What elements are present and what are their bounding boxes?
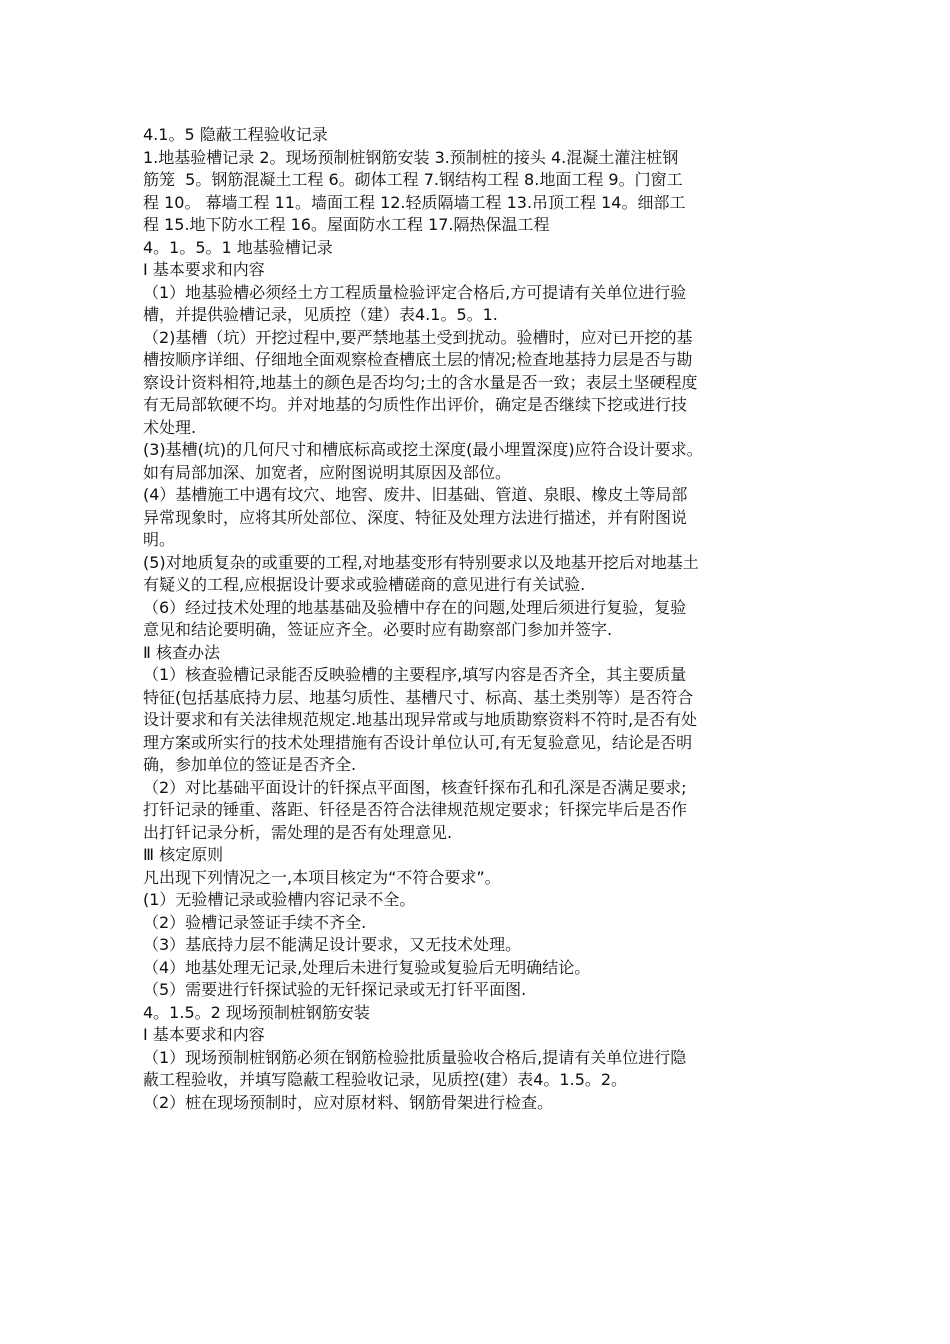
paragraph-line: 设计要求和有关法律规范规定.地基出现异常或与地质勘察资料不符时,是否有处 [143,710,698,729]
paragraph-line: 特征(包括基底持力层、地基匀质性、基槽尺寸、标高、基土类别等）是否符合 [143,687,694,707]
list-item: （4）地基处理无记录,处理后未进行复验或复验后无明确结论。 [143,957,591,977]
section-heading-4-1-5-2: 4。1.5。2 现场预制桩钢筋安装 [143,1002,370,1022]
list-item: （3）基底持力层不能满足设计要求，又无技术处理。 [143,935,522,954]
paragraph-line: 有无局部软硬不均。并对地基的匀质性作出评价，确定是否继续下挖或进行技 [143,395,688,414]
paragraph-line: 如有局部加深、加宽者，应附图说明其原因及部位。 [143,462,512,482]
paragraph-line: （2)基槽（坑）开挖过程中,要严禁地基土受到扰动。验槽时，应对已开挖的基 [143,327,693,347]
section-heading-4-1-5-1: 4。1。5。1 地基验槽记录 [143,237,333,257]
paragraph-line: （1）现场预制桩钢筋必须在钢筋检验批质量验收合格后,提请有关单位进行隐 [143,1047,687,1067]
list-item: （2）验槽记录签证手续不齐全. [143,912,367,932]
paragraph-line: (4）基槽施工中遇有坟穴、地窖、废井、旧基础、管道、泉眼、橡皮土等局部 [143,485,688,504]
paragraph-line: 理方案或所实行的技术处理措施有否设计单位认可,有无复验意见，结论是否明 [143,732,693,752]
paragraph-line: 察设计资料相符,地基土的颜色是否均匀;土的含水量是否一致；表层土坚硬程度 [143,372,698,392]
paragraph-line: (3)基槽(坑)的几何尺寸和槽底标高或挖土深度(最小埋置深度)应符合设计要求。 [143,440,703,459]
paragraph-line: 意见和结论要明确，签证应齐全。必要时应有勘察部门参加并签字. [143,620,613,639]
paragraph-line: 打钎记录的锤重、落距、钎径是否符合法律规范规定要求；钎探完毕后是否作 [143,800,688,819]
item-list-line-1: 1.地基验槽记录 2。现场预制桩钢筋安装 3.预制桩的接头 4.混凝土灌注桩钢 [143,147,679,167]
subheading-inspection-method: Ⅱ 核查办法 [143,642,220,662]
paragraph-line: 术处理. [143,417,197,437]
item-list-line-4: 程 15.地下防水工程 16。屋面防水工程 17.隔热保温工程 [143,215,550,234]
paragraph-line: 异常现象时，应将其所处部位、深度、特征及处理方法进行描述，并有附图说 [143,507,688,527]
paragraph-line: （2）桩在现场预制时，应对原材料、钢筋骨架进行检查。 [143,1092,554,1112]
paragraph-line: 槽按顺序详细、仔细地全面观察检查槽底土层的情况;检查地基持力层是否与勘 [143,350,693,369]
paragraph-line: 凡出现下列情况之一,本项目核定为“不符合要求”。 [143,867,501,887]
item-list-line-2: 筋笼 5。钢筋混凝土工程 6。砌体工程 7.钢结构工程 8.地面工程 9。门窗工 [143,170,683,189]
paragraph-line: 蔽工程验收，并填写隐蔽工程验收记录，见质控(建）表4。1.5。2。 [143,1070,628,1089]
paragraph-line: 确，参加单位的签证是否齐全. [143,755,357,774]
subheading-basic-requirements: Ⅰ 基本要求和内容 [143,260,265,279]
document-page [143,124,808,1114]
list-item: (1）无验槽记录或验槽内容记录不全。 [143,890,416,909]
item-list-line-3: 程 10。 幕墙工程 11。墙面工程 12.轻质隔墙工程 13.吊顶工程 14。细部工 [143,192,686,212]
paragraph-line: 有疑义的工程,应根据设计要求或验槽磋商的意见进行有关试验. [143,575,586,594]
section-heading-4-1-5: 4.1。5 隐蔽工程验收记录 [143,125,328,144]
paragraph-line: （1）核查验槽记录能否反映验槽的主要程序,填写内容是否齐全，其主要质量 [143,665,687,684]
subheading-basic-requirements: Ⅰ 基本要求和内容 [143,1025,265,1044]
paragraph-line: （6）经过技术处理的地基基础及验槽中存在的问题,处理后须进行复验，复验 [143,597,687,617]
paragraph-line: （2）对比基础平面设计的钎探点平面图，核查钎探布孔和孔深是否满足要求; [143,777,687,797]
subheading-verification-principles: Ⅲ 核定原则 [143,845,224,864]
paragraph-line: (5)对地质复杂的或重要的工程,对地基变形有特别要求以及地基开挖后对地基土 [143,552,699,572]
paragraph-line: 明。 [143,530,176,549]
paragraph-line: （1）地基验槽必须经土方工程质量检验评定合格后,方可提请有关单位进行验 [143,282,687,302]
paragraph-line: 出打钎记录分析，需处理的是否有处理意见. [143,822,453,842]
paragraph-line: 槽，并提供验槽记录，见质控（建）表4.1。5。1. [143,305,498,324]
list-item: （5）需要进行钎探试验的无钎探记录或无打钎平面图. [143,980,527,999]
